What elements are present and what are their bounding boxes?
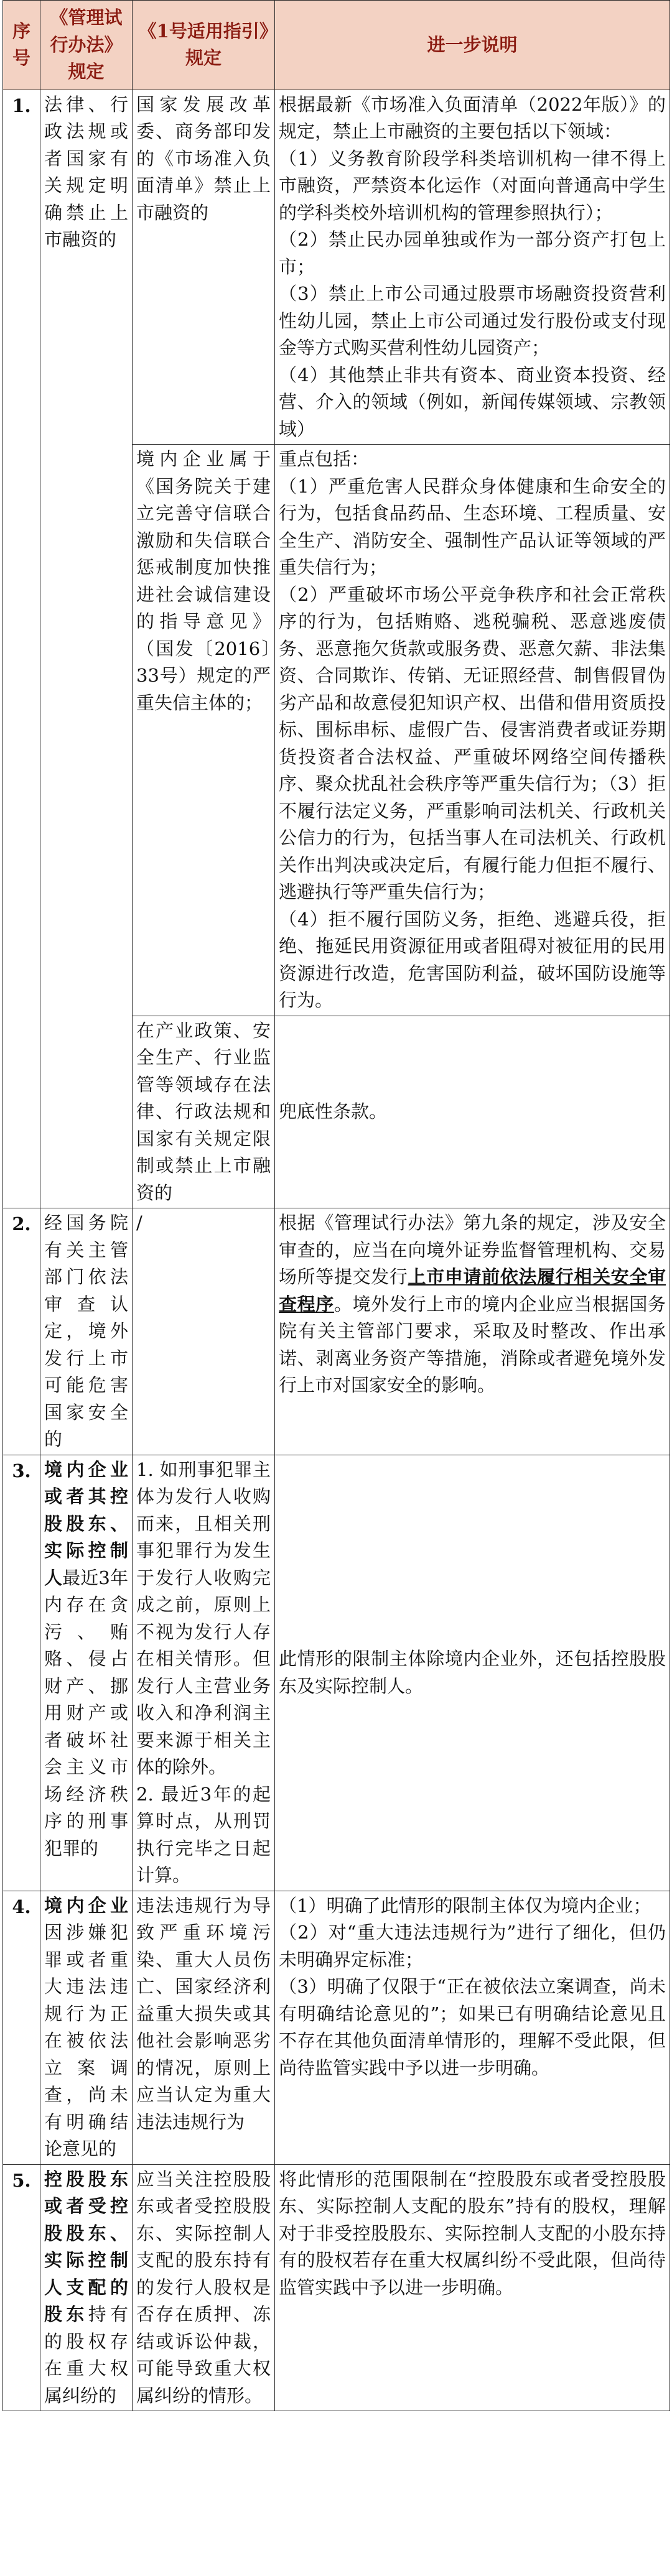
table-row — [3, 90, 670, 445]
row1a-note — [275, 90, 670, 445]
table-header-row — [3, 1, 670, 90]
comparison-table — [2, 0, 670, 2411]
row3-note: 此情形的限制主体除境内企业外，还包括控股股东及实际控制人。 — [275, 1455, 670, 1891]
row2-note — [275, 1208, 670, 1455]
list-item: （2）对“重大违法违规行为”进行了细化，但仍未明确界定标准； — [279, 1922, 666, 1970]
row4-rule-subject: 境内企业 — [44, 1894, 128, 1916]
row3-number: 3. — [3, 1455, 40, 1891]
row1b-guide: 境内企业属于《国务院关于建立完善守信联合激励和失信联合惩戒制度加快推进社会诚信建设的指导意见》（国发〔2016〕33号）规定的严重失信主体的； — [133, 445, 275, 1016]
list-item: （4）其他禁止非共有资本、商业资本投资、经营、介入的领域（例如，新闻传媒领域、宗教领域） — [279, 364, 666, 440]
row4-number: 4. — [3, 1891, 40, 2164]
row5-guide: 应当关注控股股东或者受控股股东、实际控制人支配的股东持有的发行人股权是否存在质押、冻结或诉讼仲裁，可能导致重大权属纠纷的情形。 — [133, 2164, 275, 2411]
row1-rule: 法律、行政法规或者国家有关规定明确禁止上市融资的 — [40, 90, 133, 1208]
table-row — [3, 1455, 670, 1891]
row5-number: 5. — [3, 2164, 40, 2411]
list-item: （1）义务教育阶段学科类培训机构一律不得上市融资，严禁资本化运作（对面向普通高中学生的学科类校外培训机构的管理参照执行）； — [279, 147, 666, 223]
header-note: 进一步说明 — [275, 1, 670, 90]
row3-rule-subject: 境内企业或者其控股股东、实际控制人 — [44, 1458, 128, 1588]
row1a-note-intro: 根据最新《市场准入负面清单（2022年版）》的规定，禁止上市融资的主要包括以下领域： — [279, 93, 666, 142]
row3-guide — [133, 1455, 275, 1891]
header-no: 序号 — [3, 1, 40, 90]
row1b-note-intro: 重点包括： — [279, 448, 370, 470]
list-item: （4）拒不履行国防义务，拒绝、逃避兵役，拒绝、拖延民用资源征用或者阻碍对被征用的民用资源进行改造，危害国防利益，破坏国防设施等行为。 — [279, 908, 666, 1011]
row1b-note — [275, 445, 670, 1016]
row1-number: 1. — [3, 90, 40, 1208]
row4-guide: 违法违规行为导致严重环境污染、重大人员伤亡、国家经济利益重大损失或其他社会影响恶劣的情况，原则上应当认定为重大违法违规行为 — [133, 1891, 275, 2164]
row5-rule-text: 持有的股权存在重大权属纠纷的 — [44, 2304, 128, 2406]
list-item: （2）严重破坏市场公平竞争秩序和社会正常秩序的行为，包括贿赂、逃税骗税、恶意逃废债务、恶意拖欠货款或服务费、恶意欠薪、非法集资、合同欺诈、传销、无证照经营、制售假冒伪劣产品和故意侵犯知识产权、出借和借用资质投标、围标串标、虚假广告、侵害消费者或证券期货投资者合法权益、严重破坏网络空间传播秩序、聚众扰乱社会秩序等严重失信行为；（3）拒不履行法定义务，严重影响司法机关、行政机关公信力的行为，包括当事人在司法机关、行政机关作出判决或决定后，有履行能力但拒不履行、逃避执行等严重失信行为； — [279, 583, 666, 902]
row2-note-b: 。境外发行上市的境内企业应当根据国务院有关主管部门要求，采取及时整改、作出承诺、剥离业务资产等措施，消除或者避免境外发行上市对国家安全的影响。 — [279, 1293, 666, 1396]
table-row — [3, 1891, 670, 2164]
list-item: 2. 最近3年的起算时点，从刑罚执行完毕之日起计算。 — [136, 1783, 271, 1886]
row1c-note: 兜底性条款。 — [275, 1016, 670, 1208]
list-item: （1）明确了此情形的限制主体仅为境内企业； — [279, 1894, 651, 1916]
list-item: （3）明确了仅限于“正在被依法立案调查，尚未有明确结论意见的”；如果已有明确结论意见且不存在其他负面清单情形的，理解不受此限，但尚待监管实践中予以进一步明确。 — [279, 1976, 666, 2078]
header-guide: 《1号适用指引》规定 — [133, 1, 275, 90]
row3-rule — [40, 1455, 133, 1891]
list-item: 1. 如刑事犯罪主体为发行人收购而来，且相关刑事犯罪行为发生于发行人收购完成之前，原则上不视为发行人存在相关情形。但发行人主营业务收入和净利润主要来源于相关主体的除外。 — [136, 1458, 271, 1777]
row5-note: 将此情形的范围限制在“控股股东或者受控股股东、实际控制人支配的股东”持有的股权，理解对于非受控股股东、实际控制人支配的小股东持有的股权若存在重大权属纠纷不受此限，但尚待监管实践中予以进一步明确。 — [275, 2164, 670, 2411]
header-rule: 《管理试行办法》规定 — [40, 1, 133, 90]
row2-rule: 经国务院有关主管部门依法审查认定，境外发行上市可能危害国家安全的 — [40, 1208, 133, 1455]
row4-rule — [40, 1891, 133, 2164]
list-item: （3）禁止上市公司通过股票市场融资投资营利性幼儿园，禁止上市公司通过发行股份或支付现金等方式购买营利性幼儿园资产； — [279, 283, 666, 358]
row5-rule — [40, 2164, 133, 2411]
table-row — [3, 2164, 670, 2411]
row4-note — [275, 1891, 670, 2164]
regulation-comparison-document — [2, 0, 670, 2411]
list-item: （1）严重危害人民群众身体健康和生命安全的行为，包括食品药品、生态环境、工程质量、安全生产、消防安全、强制性产品认证等领域的严重失信行为； — [279, 475, 666, 578]
row2-guide: / — [133, 1208, 275, 1455]
row5-rule-subject: 控股股东或者受控股股东、实际控制人支配的股东 — [44, 2168, 128, 2325]
row1a-guide: 国家发展改革委、商务部印发的《市场准入负面清单》禁止上市融资的 — [133, 90, 275, 445]
list-item: （2）禁止民办园单独或作为一部分资产打包上市； — [279, 229, 666, 277]
row3-rule-text: 最近3年内存在贪污、贿赂、侵占财产、挪用财产或者破坏社会主义市场经济秩序的刑事犯罪的 — [44, 1567, 128, 1859]
row2-note-emphasis: 上市申请前依法履行相关安全审查程序 — [279, 1266, 666, 1315]
row1c-guide: 在产业政策、安全生产、行业监管等领域存在法律、行政法规和国家有关规定限制或禁止上市融资的 — [133, 1016, 275, 1208]
row2-note-a: 根据《管理试行办法》第九条的规定，涉及安全审查的，应当在向境外证券监督管理机构、交易场所等提交发行 — [279, 1212, 666, 1287]
row2-number: 2. — [3, 1208, 40, 1455]
table-row — [3, 1208, 670, 1455]
row4-rule-text: 因涉嫌犯罪或者重大违法违规行为正在被依法立案调查，尚未有明确结论意见的 — [44, 1922, 128, 2159]
